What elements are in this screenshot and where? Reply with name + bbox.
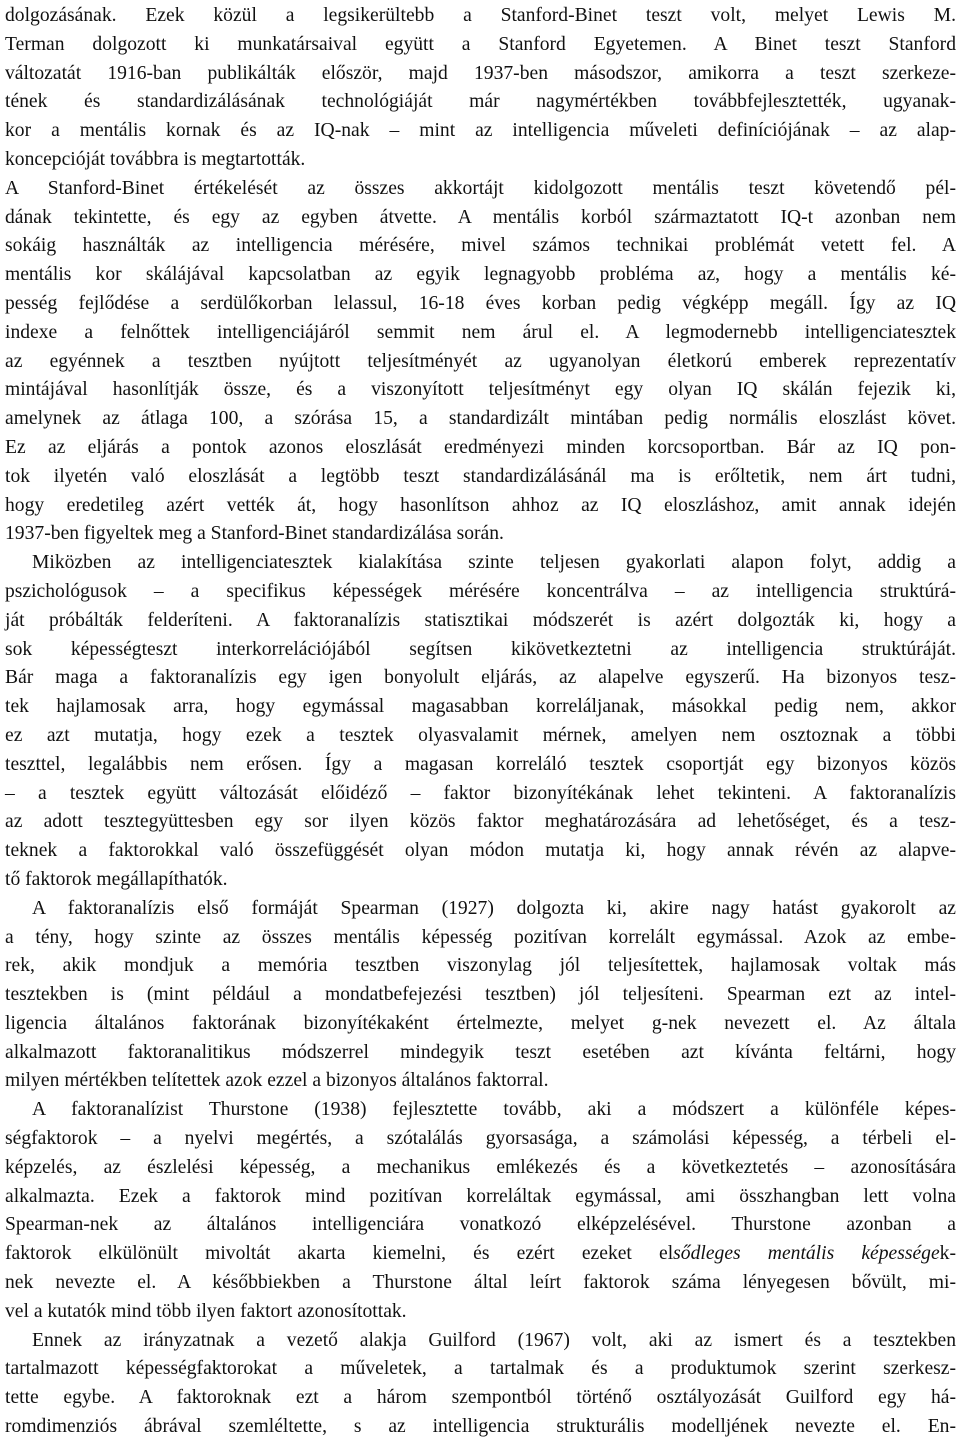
text-line-26: ez azt mutatja, hogy ezek a tesztek olyasvalamit mérnek, amelyen nem osztoznak a többi — [5, 724, 956, 746]
text-line-40: ségfaktorok – a nyelvi megértés, a szótalálás gyorsasága, a számolási képesség, a térbeli el- — [5, 1128, 956, 1150]
text-line-12: indexe a felnőttek intelligenciájáról semmit nem árul el. A legmodernebb intelligenciatesztek — [5, 321, 956, 343]
text-line-7: A Stanford-Binet értékelését az összes akkortájt kidolgozott mentális teszt követendő pél- — [5, 177, 956, 199]
text-line-20: Miközben az intelligenciatesztek kialakítása szinte teljesen gyakorlati alapon folyt, addig a — [32, 552, 956, 574]
text-line-45: nek nevezte el. A későbbiekben a Thurstone által leírt faktorok száma lényegesen bővült, mi- — [5, 1272, 956, 1294]
text-line-15: amelynek az átlaga 100, a szórása 15, a standardizált mintában pedig normális eloszlást követ. — [5, 408, 956, 430]
italic-term-primary-mental-abilities: sődleges mentális képessége — [673, 1243, 940, 1265]
text-line-48: tartalmazott képességfaktorokat a műveletek, a tartalmak és a produktumok szerint szerkesz- — [5, 1358, 956, 1380]
text-line-49: tette egybe. A faktoroknak ezt a három szempontból történő osztályozását Guilford egy há- — [5, 1387, 956, 1409]
text-line-25: tek hajlamosak arra, hogy egymással magasabban korreláljanak, másokkal pedig nem, akkor — [5, 696, 956, 718]
text-line-29: az adott tesztegyüttesben egy sor ilyen közös faktor meghatározására ad lehetőséget, és a tesz- — [5, 811, 956, 833]
text-line-17: tok ilyetén való eloszlását a legtöbb teszt standardizálásánál ma is erőltetik, nem árt tudni, — [5, 465, 956, 487]
text-line-4: tének és standardizálásának technológiáját már nagymértékben továbbfejlesztették, ugyanak- — [5, 91, 956, 113]
text-line-1: dolgozásának. Ezek közül a legsikerültebb a Stanford-Binet teszt volt, melyet Lewis M. — [5, 5, 956, 26]
text-line-33: a tény, hogy szinte az összes mentális képesség pozitívan korrelált egymással. Azok az embe- — [5, 926, 956, 948]
text-line-18: hogy eredetileg azért vették át, hogy hasonlítson ahhoz az IQ eloszláshoz, amit annak idején — [5, 494, 956, 516]
text-line-47: Ennek az irányzatnak a vezető alakja Guilford (1967) volt, aki az ismert és a tesztekben — [32, 1329, 956, 1351]
text-line-28: – a tesztek együtt változását előidéző – faktor bizonyítékának lehet tekinteni. A faktoranalízis — [5, 782, 956, 804]
text-line-50: romdimenziós ábrával szemléltette, s az intelligencia strukturális modelljének nevezte el. En- — [5, 1416, 956, 1438]
text-line-27: teszttel, legalábbis nem erősen. Így a magasan korreláló tesztek csoportját egy bizonyos közös — [5, 753, 956, 775]
text-line-2: Terman dolgozott ki munkatársaival együtt a Stanford Egyetemen. A Binet teszt Stanford — [5, 33, 956, 55]
text-line-23: sok képességteszt interkorrelációjából segítsen kikövetkeztetni az intelligencia struktúráját. — [5, 638, 956, 660]
text-line-16: Ez az eljárás a pontok azonos eloszlását eredményezi minden korcsoportban. Bár az IQ pon- — [5, 436, 956, 458]
text-line-32: A faktoranalízis első formáját Spearman (1927) dolgozta ki, akire nagy hatást gyakorolt az — [32, 897, 956, 919]
text-line-37: alkalmazott faktoranalitikus módszerrel mindegyik teszt esetében azt kívánta feltárni, hogy — [5, 1041, 956, 1063]
text-line-6: koncepcióját továbbra is megtartották. — [5, 148, 306, 170]
text-line-21: pszichológusok – a specifikus képességek mérésére koncentrálva – az intelligencia struktúrá- — [5, 580, 956, 602]
document-page — [5, 2, 956, 1442]
text-line-31: tő faktorok megállapíthatók. — [5, 868, 228, 890]
text-line-46: vel a kutatók mind több ilyen faktort azonosítottak. — [5, 1300, 407, 1322]
text-line-13: az egyénnek a tesztben nyújtott teljesítményét az ugyanolyan életkorú emberek reprezentatív — [5, 350, 956, 372]
text-line-24: Bár maga a faktoranalízis egy igen bonyolult eljárás, az alapelve egyszerű. Ha bizonyos tesz- — [5, 667, 956, 689]
text-line-39: A faktoranalízist Thurstone (1938) fejlesztette tovább, aki a módszert a különféle képes- — [32, 1099, 956, 1121]
text-line-41: képzelés, az észlelési képesség, a mechanikus emlékezés és a következtetés – azonosítására — [5, 1156, 956, 1178]
text-line-14: mintájával hasonlítják össze, és a viszonyított teljesítményt egy olyan IQ skálán fejezik ki, — [5, 379, 956, 401]
text-line-44-end: k- — [939, 1243, 956, 1265]
text-line-36: ligencia általános faktorának bizonyítékaként értelmezte, melyet g-nek nevezett el. Az általa — [5, 1012, 956, 1034]
text-line-44-start: faktorok elkülönült mivoltát akarta kiemelni, és ezért ezeket el — [5, 1243, 674, 1265]
text-line-35: tesztekben is (mint például a mondatbefejezési tesztben) jól teljesíteni. Spearman ezt az intel- — [5, 984, 956, 1006]
text-line-9: sokáig használták az intelligencia mérésére, mivel számos technikai problémát vetett fel. A — [5, 235, 956, 257]
text-line-22: ját próbálták felderíteni. A faktoranalízis statisztikai módszerét is azért dolgozták ki, hogy a — [5, 609, 956, 631]
text-line-42: alkalmazta. Ezek a faktorok mind pozitívan korreláltak egymással, ami összhangban lett volna — [5, 1185, 956, 1207]
text-line-5: kor a mentális kornak és az IQ-nak – mint az intelligencia műveleti definíciójának – az alap- — [5, 120, 956, 142]
text-line-34: rek, akik mondjuk a memória tesztben viszonylag jól teljesítettek, hajlamosak voltak más — [5, 955, 956, 977]
text-line-38: milyen mértékben telítettek azok ezzel a bizonyos általános faktorral. — [5, 1070, 549, 1092]
text-line-19: 1937-ben figyeltek meg a Stanford-Binet standardizálása során. — [5, 523, 504, 545]
text-line-8: dának tekintette, és egy az egyben átvette. A mentális korból származtatott IQ-t azonban nem — [5, 206, 956, 228]
text-line-11: pesség fejlődése a serdülőkorban lelassul, 16-18 éves korban pedig végképp megáll. Így az IQ — [5, 292, 956, 314]
text-line-10: mentális kor skálájával kapcsolatban az egyik legnagyobb probléma az, hogy a mentális ké- — [5, 264, 956, 286]
text-line-43: Spearman-nek az általános intelligenciára vonatkozó elképzelésével. Thurstone azonban a — [5, 1214, 956, 1236]
text-line-3: változatát 1916-ban publikálták először, majd 1937-ben másodszor, amikorra a teszt szerkeze- — [5, 62, 956, 84]
text-line-30: teknek a faktorokkal való összefüggését olyan módon mutatja ki, hogy annak révén az alapve- — [5, 840, 956, 862]
text-line-44 — [5, 1240, 956, 1269]
